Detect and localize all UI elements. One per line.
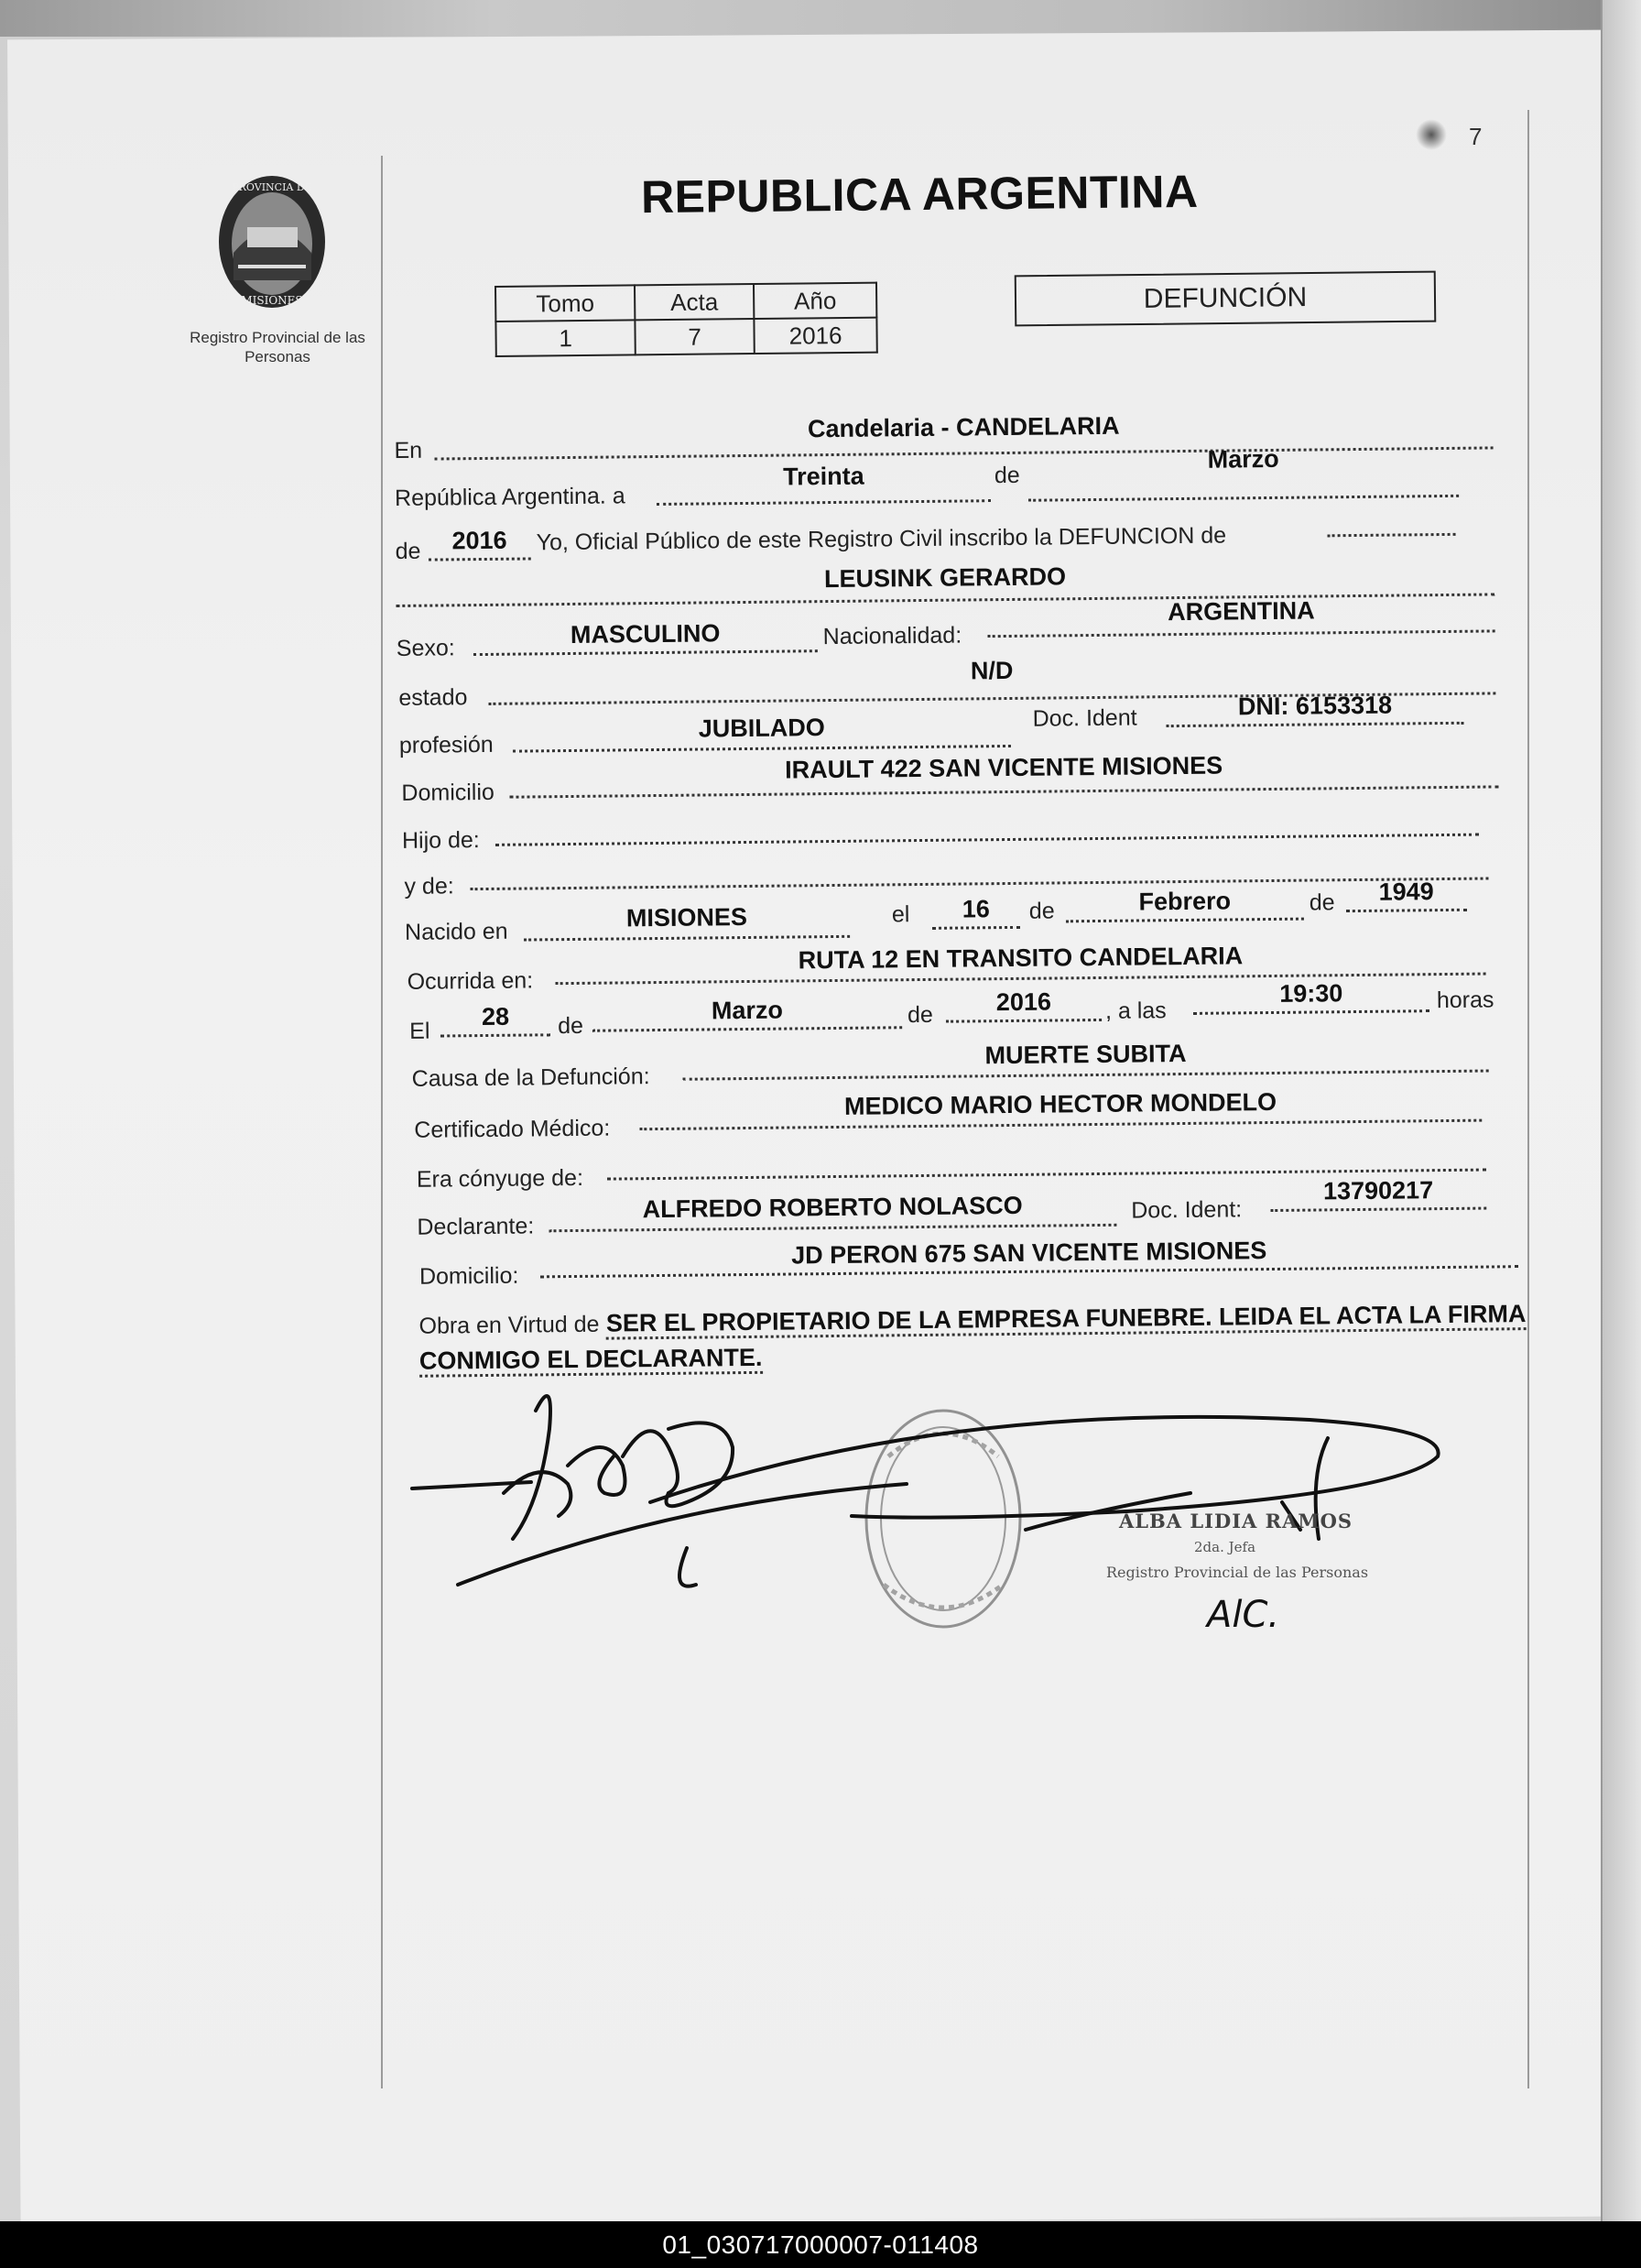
declarante-label: Declarante: (417, 1213, 535, 1240)
stamp-organization: Registro Provincial de las Personas (1106, 1564, 1369, 1581)
de-label-1: de (994, 462, 1020, 489)
hijo-label: Hijo de: (401, 827, 480, 854)
nacido-line (524, 935, 850, 942)
doc-ident2-line (1270, 1207, 1486, 1212)
declarante-value: ALFREDO ROBERTO NOLASCO (642, 1191, 1023, 1224)
de-label-2: de (395, 538, 421, 564)
nac-dia-line (932, 926, 1020, 930)
sexo-label: Sexo: (396, 635, 455, 661)
el-label: el (891, 901, 910, 928)
domicilio2-label: Domicilio: (418, 1262, 519, 1290)
svg-text:MISIONES: MISIONES (241, 294, 303, 307)
nac-dia-value: 16 (962, 895, 990, 923)
sexo-line (473, 649, 818, 656)
def-dia-line (440, 1033, 550, 1037)
profesion-label: profesión (398, 731, 494, 758)
svg-text:PROVINCIA DE: PROVINCIA DE (232, 181, 312, 193)
anio-line (429, 557, 531, 561)
registry-value-acta: 7 (635, 319, 754, 354)
hijo-line (495, 834, 1479, 846)
mes-line (1028, 495, 1459, 502)
def-anio-value: 2016 (995, 987, 1052, 1017)
dia-value: Treinta (782, 462, 864, 491)
doc-ident-label: Doc. Ident (1032, 704, 1137, 732)
ocurrida-value: RUTA 12 EN TRANSITO CANDELARIA (798, 942, 1244, 975)
horas-label: horas (1436, 987, 1494, 1014)
y-de-label: y de: (404, 873, 454, 900)
causa-value: MUERTE SUBITA (984, 1039, 1187, 1070)
oficial-line (1328, 533, 1456, 537)
hora-line (1193, 1009, 1429, 1015)
domicilio2-value: JD PERON 675 SAN VICENTE MISIONES (791, 1237, 1267, 1270)
nacido-value: MISIONES (625, 902, 748, 932)
obra-value: SER EL PROPIETARIO DE LA EMPRESA FUNEBRE. LEIDA EL ACTA LA FIRMA CONMIGO EL DECLARANTE. (419, 1300, 1527, 1378)
conyuge-label: Era cónyuge de: (416, 1164, 584, 1193)
dia-line (657, 499, 991, 506)
record-type-box: DEFUNCIÓN (1015, 271, 1437, 327)
logo-caption: Registro Provincial de las Personas (190, 329, 365, 365)
el2-label: El (409, 1018, 430, 1044)
stamp-official-role: 2da. Jefa (1194, 1539, 1256, 1555)
domicilio-label: Domicilio (401, 779, 495, 806)
registry-header-anio: Año (754, 283, 876, 319)
en-value: Candelaria - CANDELARIA (807, 411, 1120, 443)
nacido-label: Nacido en (404, 918, 508, 945)
nacionalidad-line (988, 629, 1495, 638)
nacionalidad-label: Nacionalidad: (822, 622, 962, 650)
def-anio-line (946, 1019, 1102, 1023)
signature-stamp-area (394, 1356, 1548, 1685)
ocurrida-label: Ocurrida en: (407, 967, 534, 995)
footer-id: 01_030717000007-011408 (0, 2221, 1641, 2268)
def-dia-value: 28 (481, 1002, 510, 1031)
def-mes-line (592, 1026, 902, 1032)
def-mes-value: Marzo (711, 996, 784, 1025)
handwritten-initials: AlC. (1207, 1594, 1280, 1636)
registry-header-tomo: Tomo (495, 285, 635, 322)
document-title: REPUBLICA ARGENTINA (640, 165, 1199, 224)
republica-label: República Argentina. a (394, 483, 625, 511)
domicilio-value: IRAULT 422 SAN VICENTE MISIONES (785, 751, 1223, 784)
registry-value-tomo: 1 (495, 320, 635, 356)
declarante-line (549, 1224, 1116, 1232)
stamp-official-name: ALBA LIDIA RAMOS (1119, 1510, 1353, 1532)
nac-anio-line (1346, 909, 1467, 912)
sexo-value: MASCULINO (570, 619, 721, 649)
doc-ident-line (1167, 722, 1464, 727)
obra-label: Obra en Virtud de (418, 1311, 600, 1339)
domicilio-line (509, 785, 1498, 798)
deceased-name: LEUSINK GERARDO (823, 562, 1067, 594)
profesion-value: JUBILADO (698, 714, 825, 743)
doc-ident-value: DNI: 6153318 (1237, 691, 1393, 721)
nac-mes-value: Febrero (1138, 887, 1232, 916)
doc-ident2-value: 13790217 (1322, 1176, 1434, 1205)
de-label-6: de (907, 1001, 933, 1029)
anio-value: 2016 (451, 526, 507, 555)
oficial-text: Yo, Oficial Público de este Registro Civil inscribo la DEFUNCION de (536, 522, 1227, 556)
y-de-line (471, 878, 1489, 891)
certificado-value: MEDICO MARIO HECTOR MONDELO (843, 1087, 1277, 1120)
en-label: En (394, 437, 423, 463)
hora-value: 19:30 (1279, 979, 1343, 1008)
registry-value-anio: 2016 (754, 318, 876, 354)
declarant-signature (412, 1396, 907, 1587)
de-label-5: de (557, 1012, 584, 1040)
nac-mes-line (1066, 918, 1304, 923)
nac-anio-value: 1949 (1378, 878, 1434, 906)
doc-ident2-label: Doc. Ident: (1131, 1196, 1243, 1224)
estado-value: N/D (970, 656, 1014, 685)
a-las-label: , a las (1104, 998, 1167, 1024)
de-label-4: de (1309, 889, 1335, 916)
causa-label: Causa de la Defunción: (411, 1063, 650, 1092)
profesion-line (513, 745, 1011, 753)
estado-label: estado (398, 684, 468, 711)
certificado-label: Certificado Médico: (414, 1115, 611, 1143)
nacionalidad-value: ARGENTINA (1168, 596, 1315, 627)
registry-header-acta: Acta (635, 284, 754, 320)
mes-value: Marzo (1207, 444, 1279, 474)
de-label-3: de (1028, 898, 1055, 924)
page-number: 7 (1469, 123, 1483, 150)
